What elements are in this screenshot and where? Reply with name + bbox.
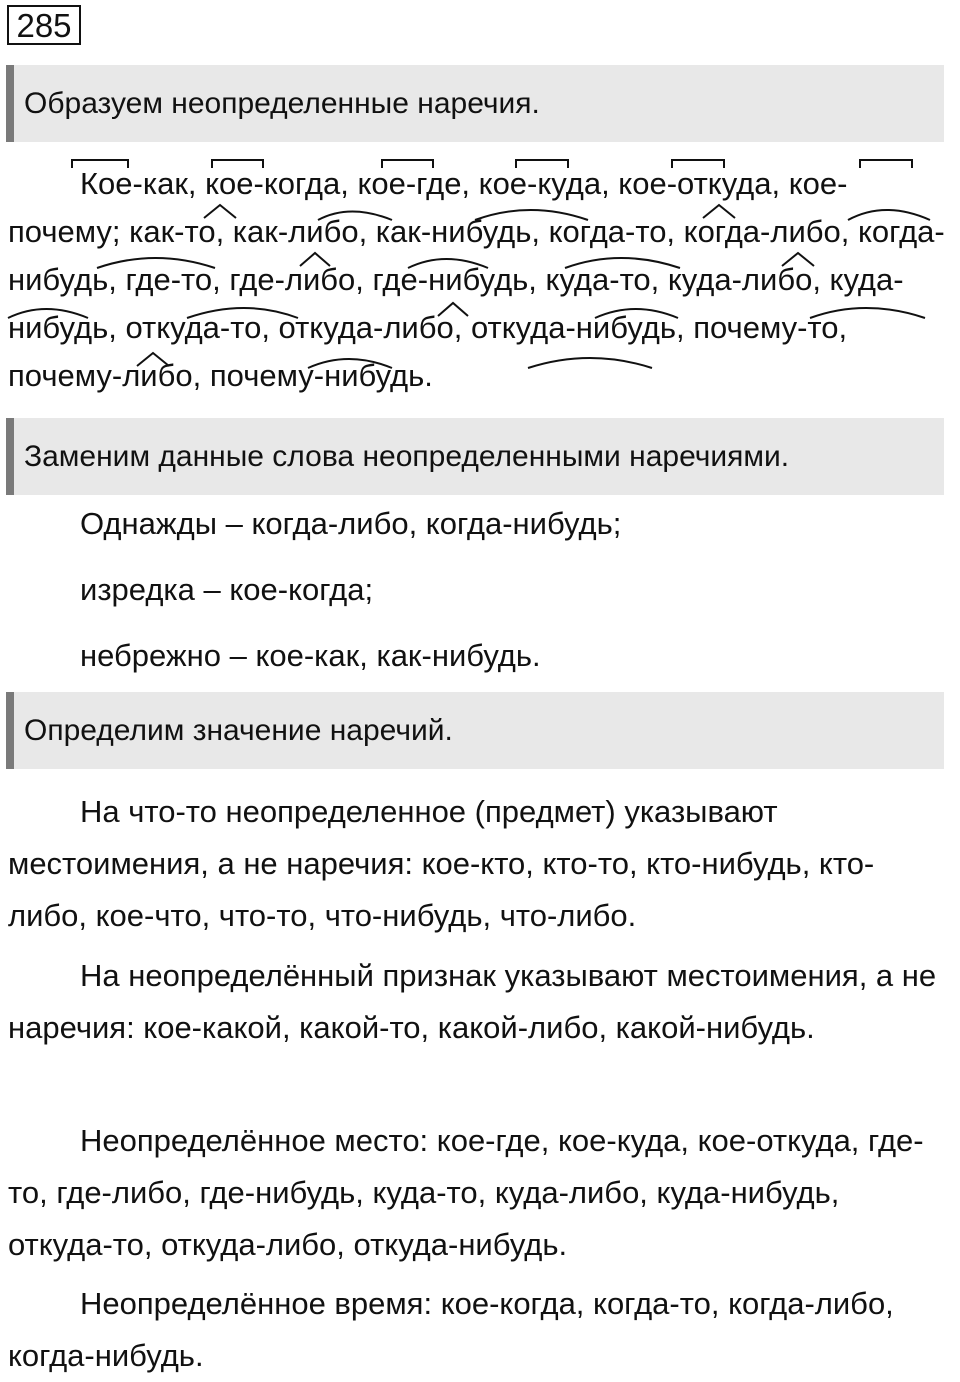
meaning-paragraph-3: Неопределённое место: кое-где, кое-куда, кое-откуда, где-то, где-либо, где-нибудь, куда-то, куда-либо, куда-нибудь, откуда-то, откуда-либо, откуда-нибудь. [8,1123,924,1262]
meaning-paragraph-1: На что-то неопределенное (предмет) указывают местоимения, а не наречия: кое-кто, кто-то, кто-нибудь, кто-либо, кое-что, что-то, что-нибудь, что-либо. [8,794,875,933]
task-number: 285 [7,5,81,45]
replacement-line-3: небрежно – кое-как, как-нибудь. [80,638,541,673]
section-heading-2: Заменим данные слова неопределенными наречиями. [6,418,944,495]
adverbs-paragraph: Кое-как, кое-когда, кое-где, кое-куда, кое-откуда, кое-почему; как-то, как-либо, как-нибудь, когда-то, когда-либо, когда-нибудь, где-то, где-либо, где-нибудь, куда-то, куда-либо, куда-нибудь, откуда-то, откуда-либо, откуда-нибудь, почему-то, почему-либо, почему-нибудь. [8,166,945,393]
section-heading-1: Образуем неопределенные наречия. [6,65,944,142]
meaning-paragraph-2: На неопределённый признак указывают местоимения, а не наречия: кое-какой, какой-то, какой-либо, какой-нибудь. [8,958,937,1045]
replacement-line-1: Однажды – когда-либо, когда-нибудь; [80,506,622,541]
section-heading-3: Определим значение наречий. [6,692,944,769]
meaning-paragraph-4: Неопределённое время: кое-когда, когда-то, когда-либо, когда-нибудь. [8,1286,894,1373]
replacement-line-2: изредка – кое-когда; [80,572,374,607]
